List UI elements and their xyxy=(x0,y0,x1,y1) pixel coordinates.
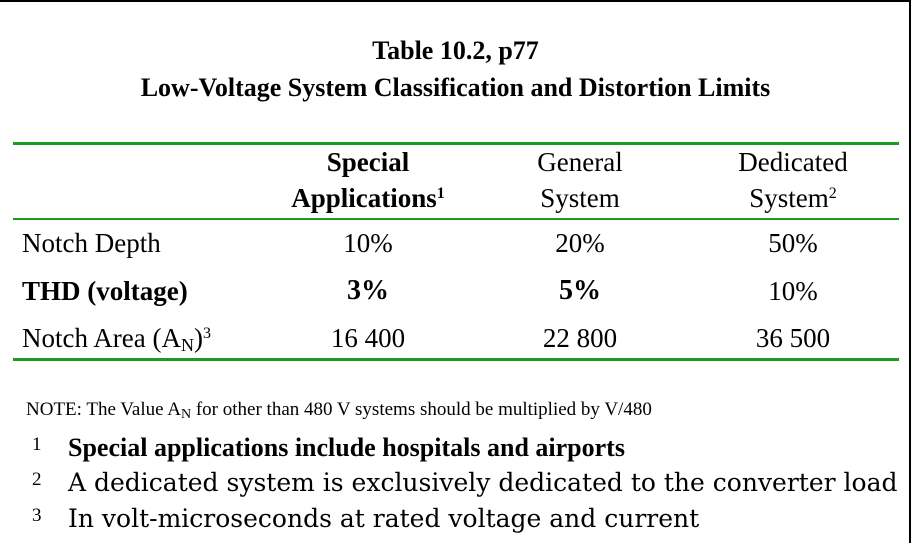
cell-notch-depth-dedicated: 50% xyxy=(768,228,818,258)
note-text-before: NOTE: The Value A xyxy=(26,399,181,420)
footnote-ref-3: 3 xyxy=(202,325,211,342)
footnote-1-number: 1 xyxy=(32,434,42,455)
col-header-general-line2: System xyxy=(540,183,620,213)
cell-notch-area-special: 16 400 xyxy=(330,323,406,353)
table-top-rule xyxy=(13,142,899,145)
note-subscript: N xyxy=(180,407,192,422)
footnote-2-text: A dedicated system is exclusively dedicated to the converter load xyxy=(68,468,898,497)
col-header-special-text: Applications xyxy=(291,183,437,213)
cell-notch-area-dedicated: 36 500 xyxy=(755,323,831,353)
footnote-ref-2: 2 xyxy=(828,185,837,202)
footnote-ref-1: 1 xyxy=(436,185,445,202)
col-header-dedicated-line1: Dedicated xyxy=(738,147,848,177)
cell-notch-depth-general: 20% xyxy=(555,228,605,258)
row-label-notch-area-sub: N xyxy=(180,335,194,355)
footnote-3 xyxy=(32,501,699,534)
col-header-dedicated-line2 xyxy=(683,182,903,214)
frame-top-border xyxy=(0,0,911,2)
row-label-notch-area-text: Notch Area (A xyxy=(22,323,181,353)
footnote-2-number: 2 xyxy=(32,469,42,490)
table-subtitle: Low-Voltage System Classification and Distortion Limits xyxy=(140,73,771,102)
row-label-notch-area xyxy=(22,322,211,354)
table-bottom-rule xyxy=(13,358,899,361)
col-header-general-line1: General xyxy=(537,147,623,177)
table-note xyxy=(26,398,652,422)
footnote-1-text: Special applications include hospitals and airports xyxy=(68,433,625,462)
row-label-thd: THD (voltage) xyxy=(22,276,188,306)
col-header-special-line1: Special xyxy=(326,147,410,177)
footnote-2 xyxy=(32,465,898,498)
col-header-special-line2 xyxy=(258,182,478,214)
cell-thd-special: 3% xyxy=(347,275,389,306)
cell-notch-area-general: 22 800 xyxy=(542,323,618,353)
footnote-3-text: In volt-microseconds at rated voltage and current xyxy=(68,504,700,533)
row-label-notch-depth: Notch Depth xyxy=(22,228,161,258)
table-header-rule xyxy=(13,218,899,220)
row-label-notch-area-close: ) xyxy=(193,323,203,353)
cell-thd-general: 5% xyxy=(559,275,601,306)
footnote-3-number: 3 xyxy=(32,505,42,526)
cell-notch-depth-special: 10% xyxy=(343,228,393,258)
cell-thd-dedicated: 10% xyxy=(768,276,818,306)
col-header-dedicated-text: System xyxy=(749,183,829,213)
table-title: Table 10.2, p77 xyxy=(372,36,539,65)
footnote-1 xyxy=(32,430,625,463)
note-text-after: for other than 480 V systems should be multiplied by V/480 xyxy=(191,399,652,420)
